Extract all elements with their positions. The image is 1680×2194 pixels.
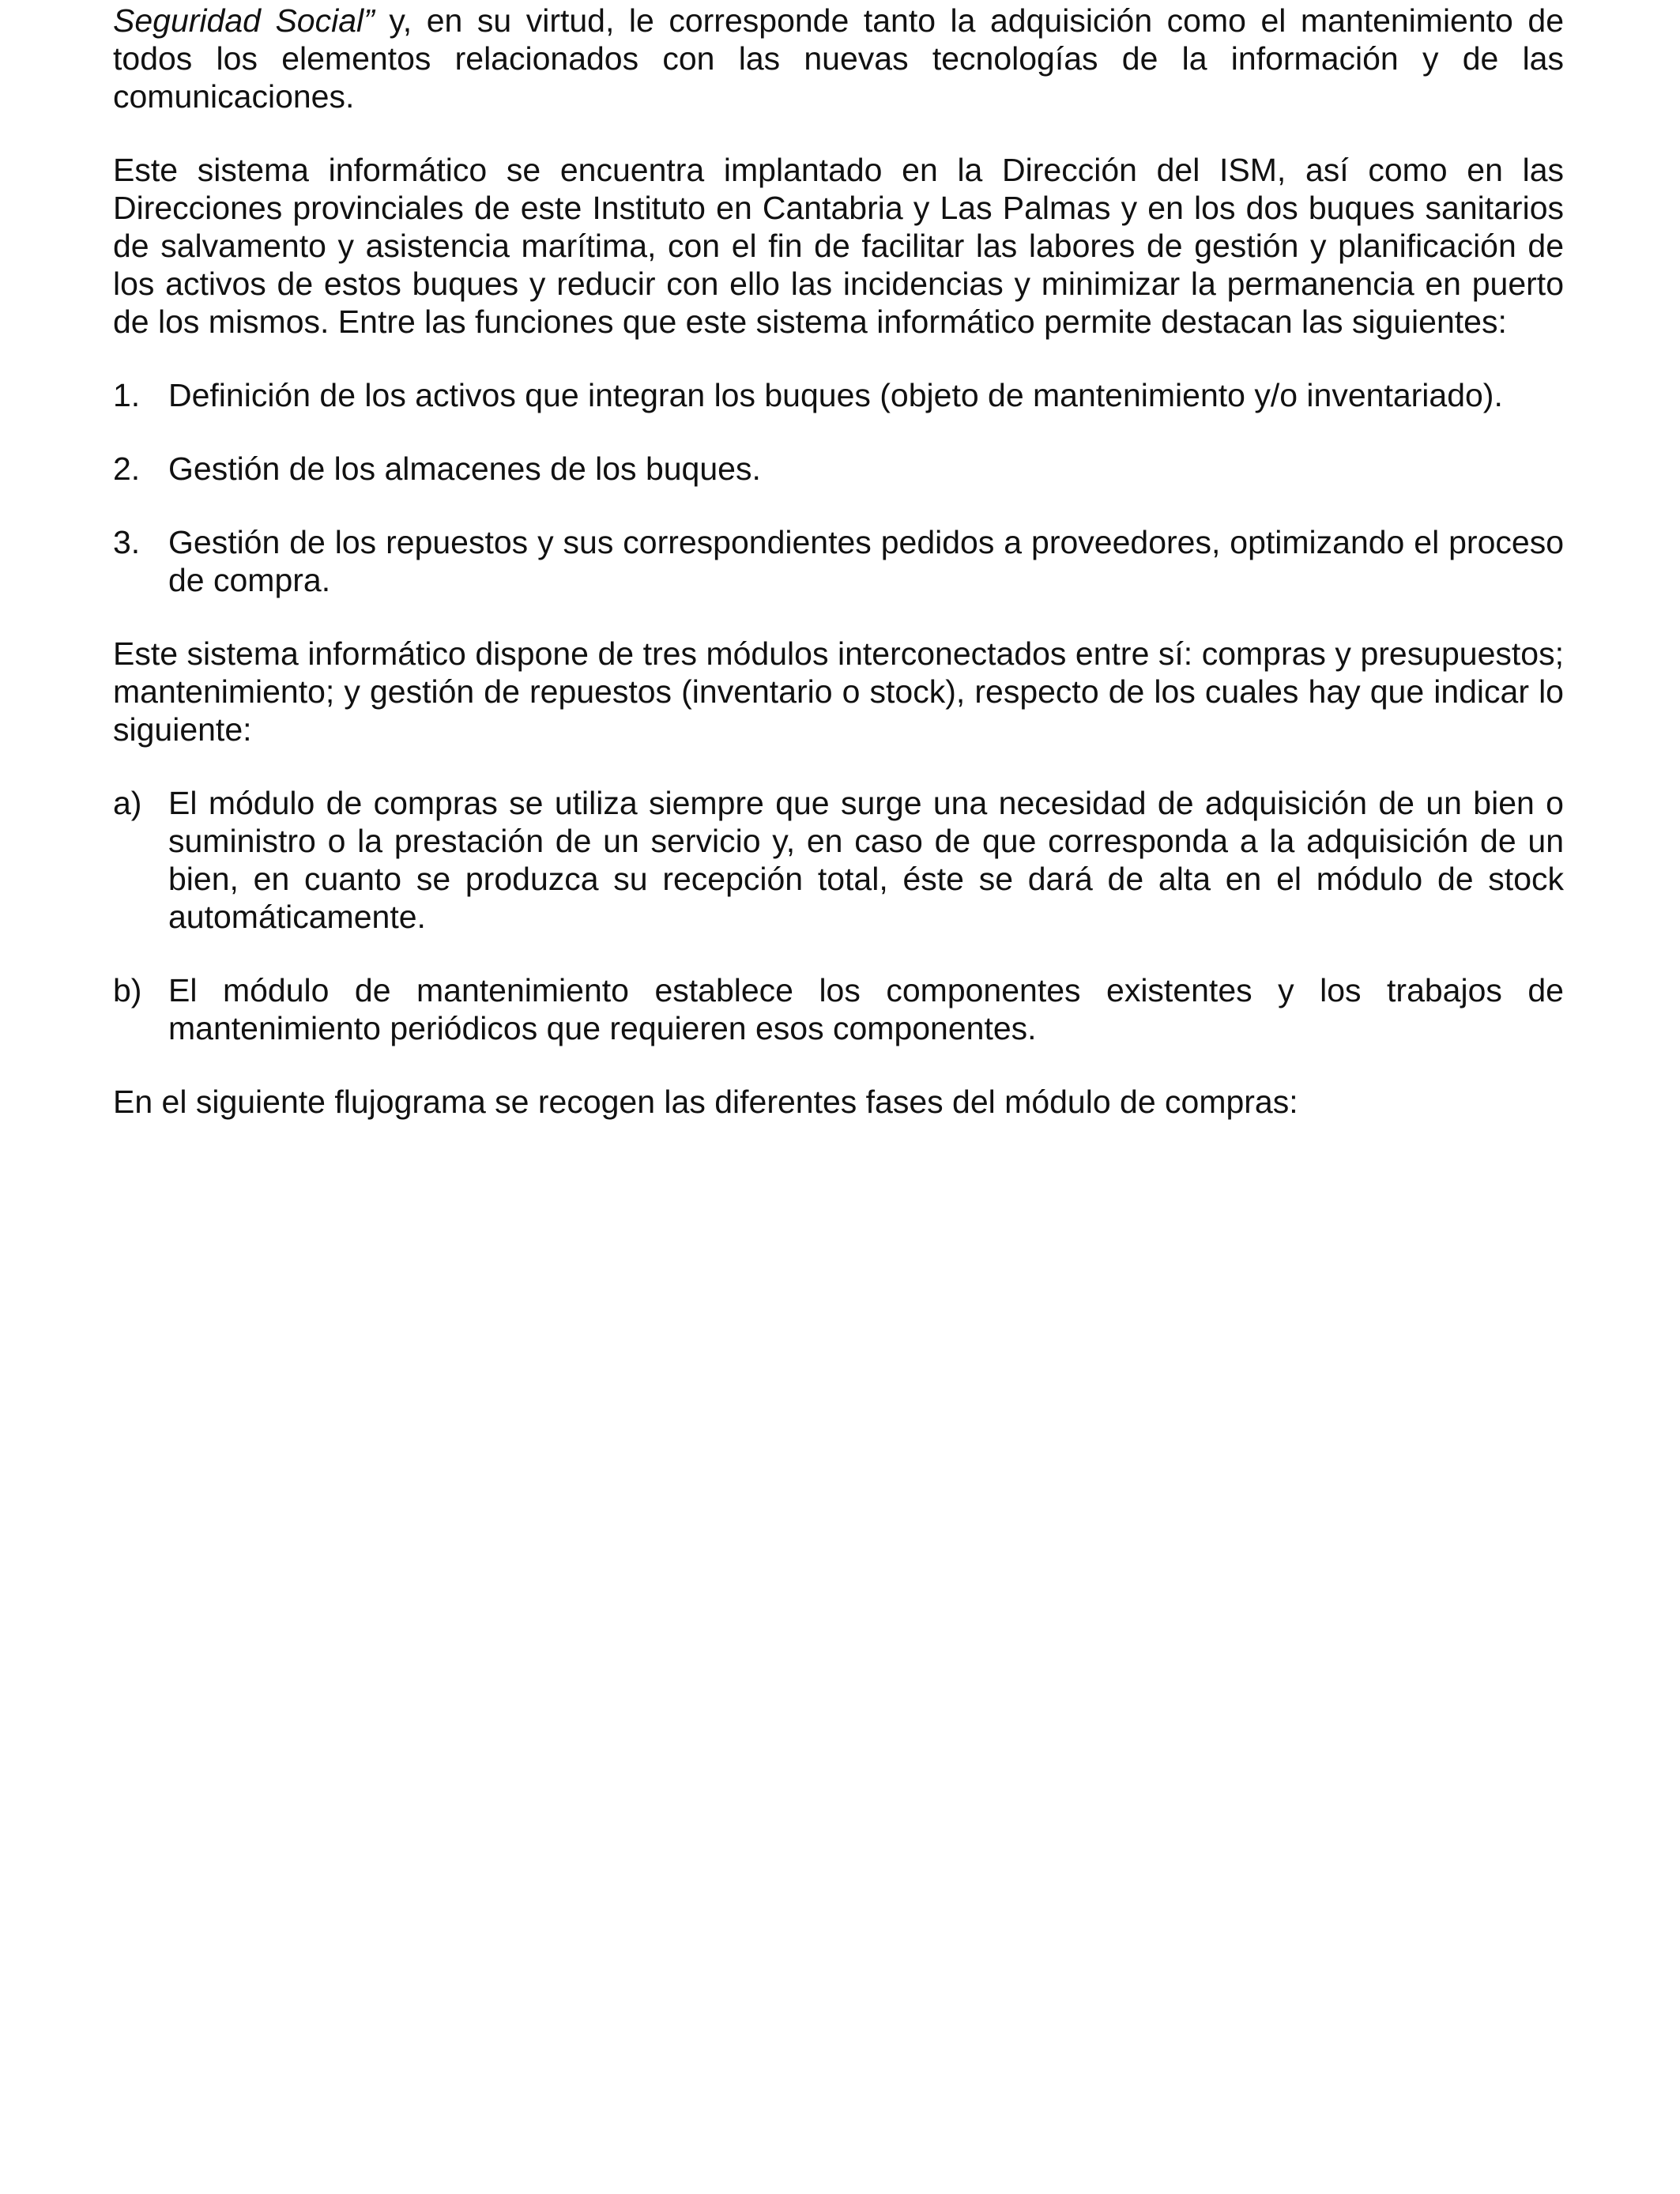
list-marker: 1.: [113, 377, 141, 413]
paragraph-3: Este sistema informático dispone de tres módulos interconectados entre sí: compras y presupuestos; mantenimiento; y gestión de repuestos (inventario o stock), respecto de los cuales hay que indicar lo siguiente:: [113, 635, 1564, 748]
document-page: [113, 0, 1564, 1156]
numbered-list-item-3: [113, 523, 1564, 599]
list-item-text: El módulo de mantenimiento establece los componentes existentes y los trabajos de mantenimiento periódicos que requieren esos componentes.: [168, 972, 1564, 1046]
list-marker: 3.: [113, 524, 141, 560]
lettered-list-item-a: [113, 784, 1564, 936]
paragraph-4: En el siguiente flujograma se recogen las diferentes fases del módulo de compras:: [113, 1084, 1298, 1120]
list-item-text: El módulo de compras se utiliza siempre que surge una necesidad de adquisición de un bien o suministro o la prestación de un servicio y, en caso de que corresponda a la adquisición de un bien, en cuanto se produzca su recepción total, éste se dará de alta en el módulo de stock automáticamente.: [168, 785, 1564, 935]
list-item-text: Gestión de los repuestos y sus correspondientes pedidos a proveedores, optimizando el proceso de compra.: [168, 524, 1564, 598]
list-marker: a): [113, 785, 142, 821]
paragraph-2: Este sistema informático se encuentra implantado en la Dirección del ISM, así como en las Direcciones provinciales de este Instituto en Cantabria y Las Palmas y en los dos buques sanitarios de salvamento y asistencia marítima, con el fin de facilitar las labores de gestión y planificación de los activos de estos buques y reducir con ello las incidencias y minimizar la permanencia en puerto de los mismos. Entre las funciones que este sistema informático permite destacan las siguientes:: [113, 152, 1564, 340]
numbered-list-item-1: [113, 376, 1564, 414]
list-marker: b): [113, 972, 142, 1008]
paragraph-1: [113, 2, 1564, 115]
numbered-list-item-2: [113, 450, 1564, 488]
paragraph-1-text: y, en su virtud, le corresponde tanto la adquisición como el mantenimiento de todos los elementos relacionados con las nuevas tecnologías de la información y de las comunicaciones.: [113, 2, 1564, 115]
italic-reference: Seguridad Social”: [113, 2, 375, 39]
list-item-text: Gestión de los almacenes de los buques.: [168, 450, 761, 487]
list-marker: 2.: [113, 450, 141, 487]
lettered-list-item-b: [113, 971, 1564, 1047]
list-item-text: Definición de los activos que integran los buques (objeto de mantenimiento y/o inventariado).: [168, 377, 1503, 413]
